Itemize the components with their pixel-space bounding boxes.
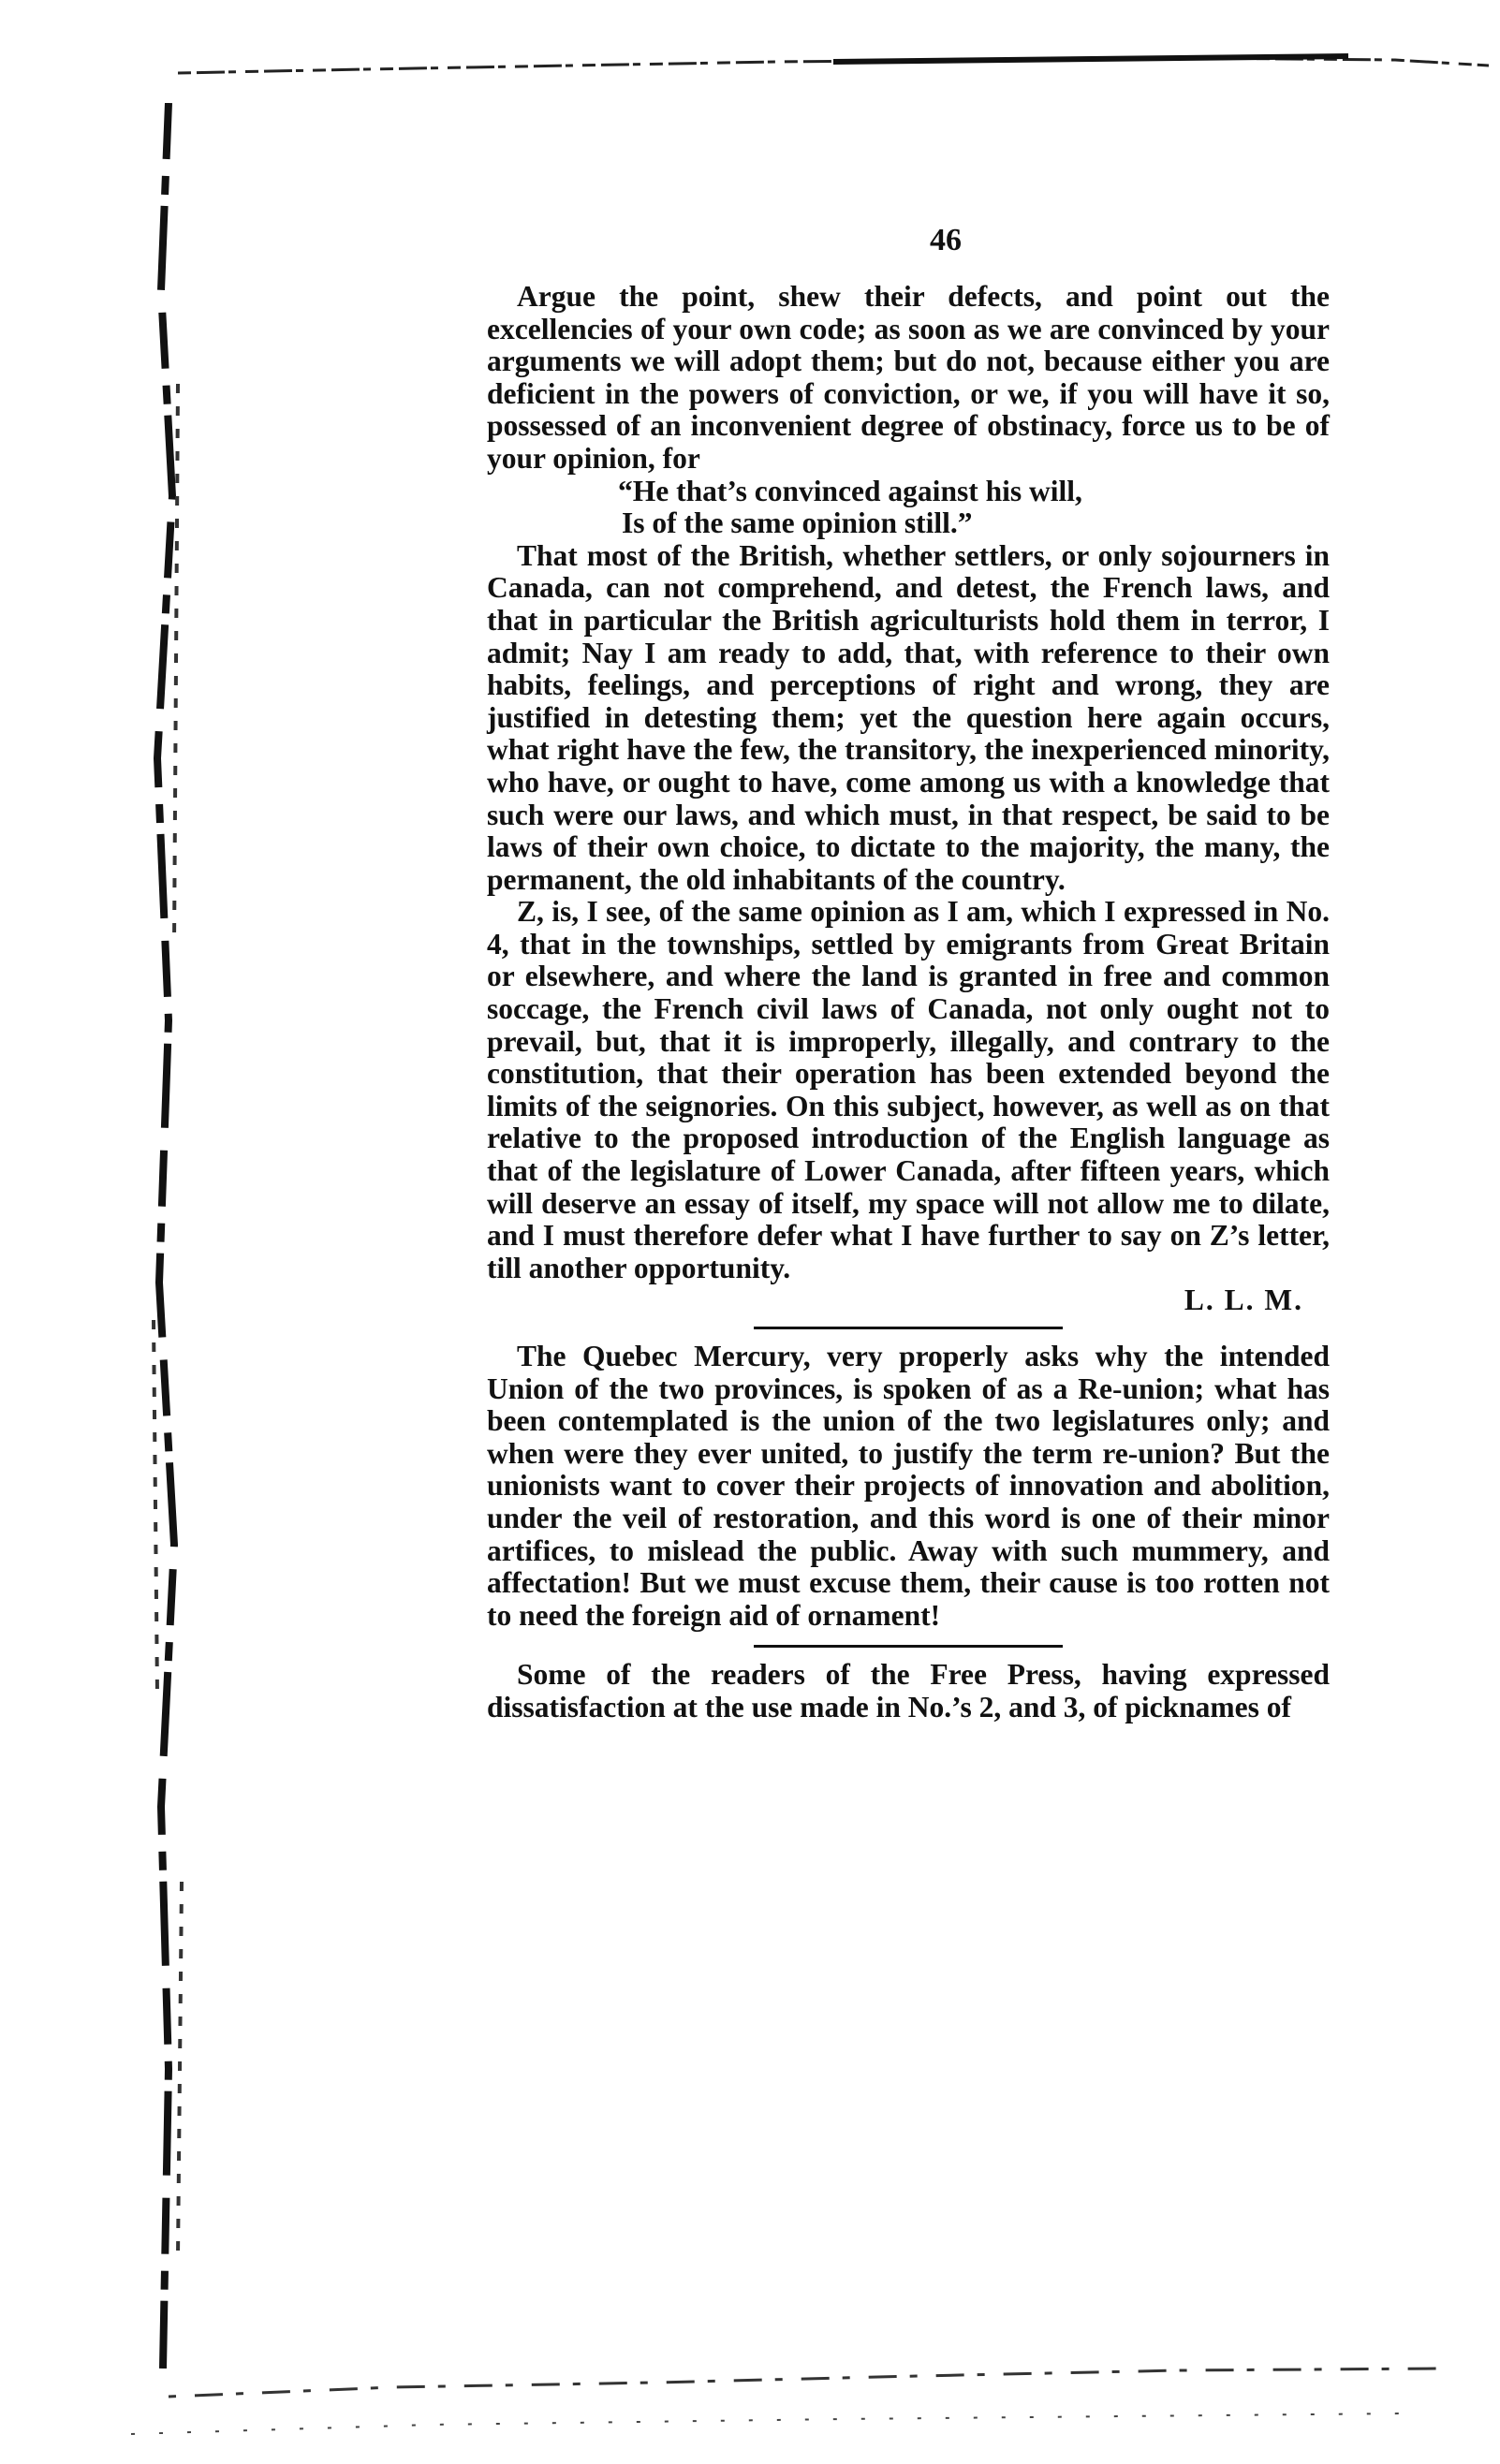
- quote-line-2: Is of the same opinion still.”: [622, 506, 973, 540]
- scan-bottom-edge-artifact: [0, 2284, 1500, 2462]
- section-divider: [754, 1645, 1063, 1648]
- paragraph-british-and-french-laws: That most of the British, whether settlers, or only sojourners in Canada, can not comprehend, and detest, the French laws, and that in particular the British agriculturists hold them in terror, I admit; Nay I am ready to add, that, with reference to their own habits, feelings, and perceptions of right and wrong, they are justified in detesting them; yet the question here again occurs, what right have the few, the transitory, the inexperienced minority, who have, or ought to have, come among us with a knowledge that such were our laws, and which must, in that respect, be said to be laws of their own choice, to dictate to the majority, the many, the permanent, the old inhabitants of the country.: [487, 538, 1330, 896]
- paragraph-z-opinion: Z, is, I see, of the same opinion as I am, which I expressed in No. 4, that in the townships, settled by emigrants from Great Britain or elsewhere, and where the land is granted in free and common soccage, the French civil laws of Canada, not only ought not to prevail, but, that it is improperly, illegally, and contrary to the constitution, that their operation has been extended beyond the limits of the seignories. On this subject, however, as well as on that relative to the proposed introduction of the English language as that of the legislature of Lower Canada, after fifteen years, which will deserve an essay of itself, my space will not allow me to dilate, and I must therefore defer what I have further to say on Z’s letter, till another opportunity.: [487, 895, 1330, 1284]
- scan-left-edge-artifact: [140, 103, 197, 2369]
- paragraph-free-press-readers: Some of the readers of the Free Press, having expressed dissatisfaction at the use made in No.’s 2, and 3, of picknames of: [487, 1658, 1330, 1723]
- author-signature: L. L. M.: [1184, 1283, 1303, 1317]
- scan-top-edge-artifact: [178, 37, 1489, 103]
- page-number: 46: [930, 223, 962, 257]
- verse-quotation: [487, 476, 1330, 540]
- quote-line-1: “He that’s convinced against his will,: [618, 474, 1082, 507]
- paragraph-argue-the-point: Argue the point, shew their defects, and point out the excellencies of your own code; as soon as we are convinced by your arguments we will adopt them; but do not, because either you are deficient in the powers of conviction, or we, if you will have it so, possessed of an inconvenient degree of obstinacy, force us to be of your opinion, for: [487, 280, 1330, 475]
- article-text-column: [487, 281, 1330, 1724]
- paragraph-quebec-mercury: The Quebec Mercury, very properly asks why the intended Union of the two provinces, is spoken of as a Re-union; what has been contemplated is the union of the two legislatures only; and when were they ever united, to justify the term re-union? But the unionists want to cover their projects of innovation and abolition, under the veil of restoration, and this word is one of their minor artifices, to mislead the public. Away with such mummery, and affectation! But we must excuse them, their cause is too rotten not to need the foreign aid of ornament!: [487, 1340, 1330, 1632]
- section-divider: [754, 1327, 1063, 1329]
